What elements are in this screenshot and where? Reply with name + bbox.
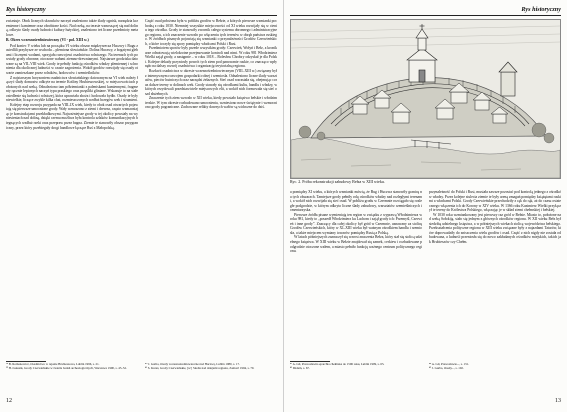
- paragraph: Z najstarszym horyzontem osadnictwa słowiańskiego datowanym na VI wiek należy łączyć ślady domostw odkryte na terenie Kotliny Hrubieszowskiej, w miejscowościach położonych nad rzeką. Odnaleziono tam półziemianki z paleniskami kamiennymi, fragmenty ręcznie lepionych naczyń typu praskiego oraz przęśliki gliniane. Wskazuje to na stałe osiedlenie się ludności rolniczej, która uprawiała zboża i hodowała bydło. Osady te były niewielkie, liczące zwykle kilka chat, rozmieszczonych wzdłuż brzegów rzek i strumieni.: [6, 75, 138, 103]
- header-rule: [6, 15, 277, 16]
- footnote: ⁴² A. Gil, Prawosławna eparchia chełmska do 1596 roku, Lublin 1999, s. 65.: [290, 363, 385, 366]
- footnote-rule: [6, 361, 46, 362]
- right-column-2: [429, 190, 561, 357]
- footnotes-left-2: [145, 363, 277, 393]
- right-page: [284, 0, 567, 412]
- paragraph: zwiastuje. Obok licznych skrawków naczyń znaleziono także ślady ognisk, narzędzia krzemienne i kamienne oraz obrobione kości. Nad rzeką, na terasie wznoszącej się nad doliną, odkryto ślady osady ludności kultury łużyckiej, znaleziono też liczne przedmioty metalowe.: [6, 19, 138, 37]
- paragraph: Znaczenie tych ziem wzrosło w XII wieku, kiedy powstało księstwo bełskie i włodzimierskie. W tym okresie rozbudowano umocnienia, wzniesiono nowe świątynie i wzmocniono grody pograniczne. Zachowane relikty dawnych wałów są widoczne do dziś.: [145, 96, 277, 110]
- town-drawing: [291, 20, 560, 178]
- footnote: ³⁹ H. Łukasik, Grody Czerwieńskie w świetle badań archeologicznych, Warszawa 1990, s. 45–52.: [6, 365, 127, 370]
- figure-caption: Ryc. 2. Próba rekonstrukcji zabudowy Bełza w XIII wieku.: [290, 179, 385, 184]
- paragraph: a pomiędzy XI wieku, a których wzmianki mówią, że Bug i Huczwa stanowiły granicę na tych obszarach. Tamtejsze grody pełniły rolę ośrodków władzy nad rozległymi terenami, a wokół nich rozwijała się sieć osad. W pobliżu grodu w Czermnie rozciągało się rozległe podgrodzie, w którym odkryto liczne ślady zabudowy, warsztatów rzemieślniczych i cmentarzyska.: [290, 190, 422, 213]
- paragraph: Przedmiotem sporów były przede wszystkim grody: Czerwień, Wołyń i Bełz, a kronikarze odnotowują wielokrotne przejmowanie kontroli nad nimi. W roku 981 Włodzimierz Wielki zajął grody, a następnie – w roku 1018 – Bolesław Chrobry odzyskał je dla Polski. Kolejne dekady przyniosły powrót tych ziem pod panowanie ruskie, co znacząco wpłynęło na dalszy rozwój osadnictwa i organizację terytorialną regionu.: [145, 46, 277, 69]
- paragraph: Część osad położona była w pobliżu grodów w Bełzie, a których pierwsze wzmianki pochodzą z roku 1030. Niemniej wszystkie miejscowości od XI wieku rozwijały się w cieniu tego ośrodka. Grody te stanowiły zwornik całego systemu obronnego i administracyjnego regionu, a ich znaczenie wzrosło po włączeniu tych terenów w obręb państwa ruskiego. W źródłach pisanych pojawiają się wzmianki o przynależności Grodów Czerwieńskich, o które toczyły się spory pomiędzy władcami Polski i Rusi.: [145, 19, 277, 46]
- header-rule: [290, 15, 561, 16]
- page-number: 13: [555, 398, 561, 404]
- running-header: Rys historyczny: [521, 6, 561, 13]
- paragraph: Kolejny etap rozwoju przypada na VIII–IX wiek, kiedy to obok osad otwartych pojawiają się pierwsze umocnione grody. Wały wznoszono z ziemi i drewna, często wzmacniając je konstrukcjami przekładkowymi. Najważniejsze grody w tej okolicy powstały na wyniesieniach nad doliną, dzięki czemu możliwa była kontrola szlaków komunikacyjnych biegnących wzdłuż rzeki oraz przepraw przez bagna. Ziemie te stanowiły obszar przygraniczny, przez który przebiegały drogi handlowe łączące Ruś z Małopolską.: [6, 102, 138, 130]
- paragraph: Pod koniec V wieku lub na początku VI wieku obszar międzyrzecza Huczwy i Bugu zasiedlili przybysze ze wschodu – plemiona słowiańskie. Dolina Huczwy, z bogatymi glebami i licznymi wodami, sprzyjała rozwojowi osadnictwa rolniczego. Na terenach tych powstały grody obronne, otoczone wałami ziemno-drewnianymi. Najstarsze grodziska datowane są na VII–VIII wiek. Grody te pełniły funkcję ośrodków władzy plemiennej i schronienia dla okolicznej ludności w czasie zagrożenia. Wokół grodów rozwijały się osady otwarte zamieszkane przez rolników, hodowców i rzemieślników.: [6, 43, 138, 76]
- footnote-rule: [290, 361, 330, 362]
- footnotes-left-1: [6, 363, 138, 393]
- footnote: ⁴³ Ibidem, s. 67.: [290, 365, 310, 370]
- page-number: 12: [6, 398, 12, 404]
- footnote: ⁴⁴ A. Gil, Prawosławie..., s. 131.: [429, 363, 469, 366]
- right-column-1: [290, 190, 422, 357]
- reconstruction-illustration: [290, 19, 561, 179]
- footnote: ⁴⁰ J. Gurba, Osady wczesnośredniowieczne nad Huczwą, Lublin 1980, s. 17.: [145, 363, 240, 366]
- paragraph: W 1030 roku wzmiankowany jest pierwszy raz gród w Bełzie. Miasto to, położone nad rzeką Sołokiją, stało się jednym z głównych ośrodków regionu. W XII wieku Bełz był siedzibą udzielnego księstwa, a w późniejszych wiekach stolicą województwa bełskiego. Przekształcenia polityczne regionu w XIII wieku związane były z najazdami Tatarów, które doprowadziły do zniszczenia wielu grodów i osad. Część z nich nigdy nie została odbudowana, a ludność przeniosła się do nowo zakładanych ośrodków miejskich, takich jak Hrubieszów czy Chełm.: [429, 212, 561, 245]
- footnote: ⁴⁵ J. Gurba, Osady..., s. 102.: [429, 365, 464, 370]
- left-column-2: [145, 19, 277, 357]
- section-heading: B. Okres wczesnośredniowieczny (VI - pol. XIII w.): [6, 38, 89, 43]
- paragraph: Rozkwit osadnictwa w okresie wczesnośredniowiecznym (VIII–XIII w.) związany był z intensywnym rozwojem gospodarki rolnej i rzemiosła. Odnaleziono liczne ślady warsztatów, pieców hutniczych oraz narzędzi żelaznych. Sieć osad rozrastała się, obejmując coraz dalsze tereny w dolinach rzek. Grody stawały się ośrodkami kultu, handlu i władzy, w których rezydowali przedstawiciele miejscowych elit, a wokół nich formowała się sieć osad służebnych.: [145, 69, 277, 96]
- paragraph: Pierwsze źródła pisane wymieniają ten region w związku z wyprawą Włodzimierza w roku 981, kiedy to „poszedł Włodzimierz ku Lachom i zajął grody ich: Przemyśl, Czerwień i inne grody”. Znaczący dla całej okolicy był gród w Czermnie, uznawany za stolicę Grodów Czerwieńskich, który w XI–XIII wieku był ważnym ośrodkiem handlu i rzemiosła, a także miejscem wymiany towarów pomiędzy Rusią a Polską.: [290, 212, 422, 235]
- running-header: Rys historyczny: [6, 6, 46, 13]
- footnote: ³⁸ B. Romanowicz, Osadnictwo w rejonie Hrubieszowa, Lublin 1996, s. 21.: [6, 363, 100, 366]
- footnotes-right-2: [429, 363, 561, 393]
- paragraph: W latach późniejszych zaznaczył się wzrost znaczenia Bełza, który stał się stolicą udzielnego księstwa. W XIII wieku w Bełzie znajdował się zamek, cerkiew i rozbudowane podgrodzie otoczone wałem, a miasto pełniło funkcję ważnego centrum politycznego regionu.: [290, 235, 422, 254]
- footnotes-right-1: [290, 363, 422, 393]
- left-column-1: [6, 19, 138, 357]
- paragraph: przynależność do Polski i Rusi, musiała zawsze pozostać pod kontrolą jednego z ośrodków władzy. Przez kolejne stulecia ziemie te były areną zmagań pomiędzy książętami ruskimi a władcami Polski. Grody Czerwieńskie przechodziły z rąk do rąk, aż do czasu ostatecznego włączenia ich do Korony w XIV wieku. W 1366 roku Kazimierz Wielki przyłączył te tereny do Królestwa Polskiego, włączając je w skład ziemi chełmskiej i bełskiej.: [429, 190, 561, 213]
- footnote: ⁴¹ S. Kuraś, Grody Czerwieńskie, [w:] Studia nad dziejami regionu, Zamość 1994, s. 70.: [145, 365, 255, 370]
